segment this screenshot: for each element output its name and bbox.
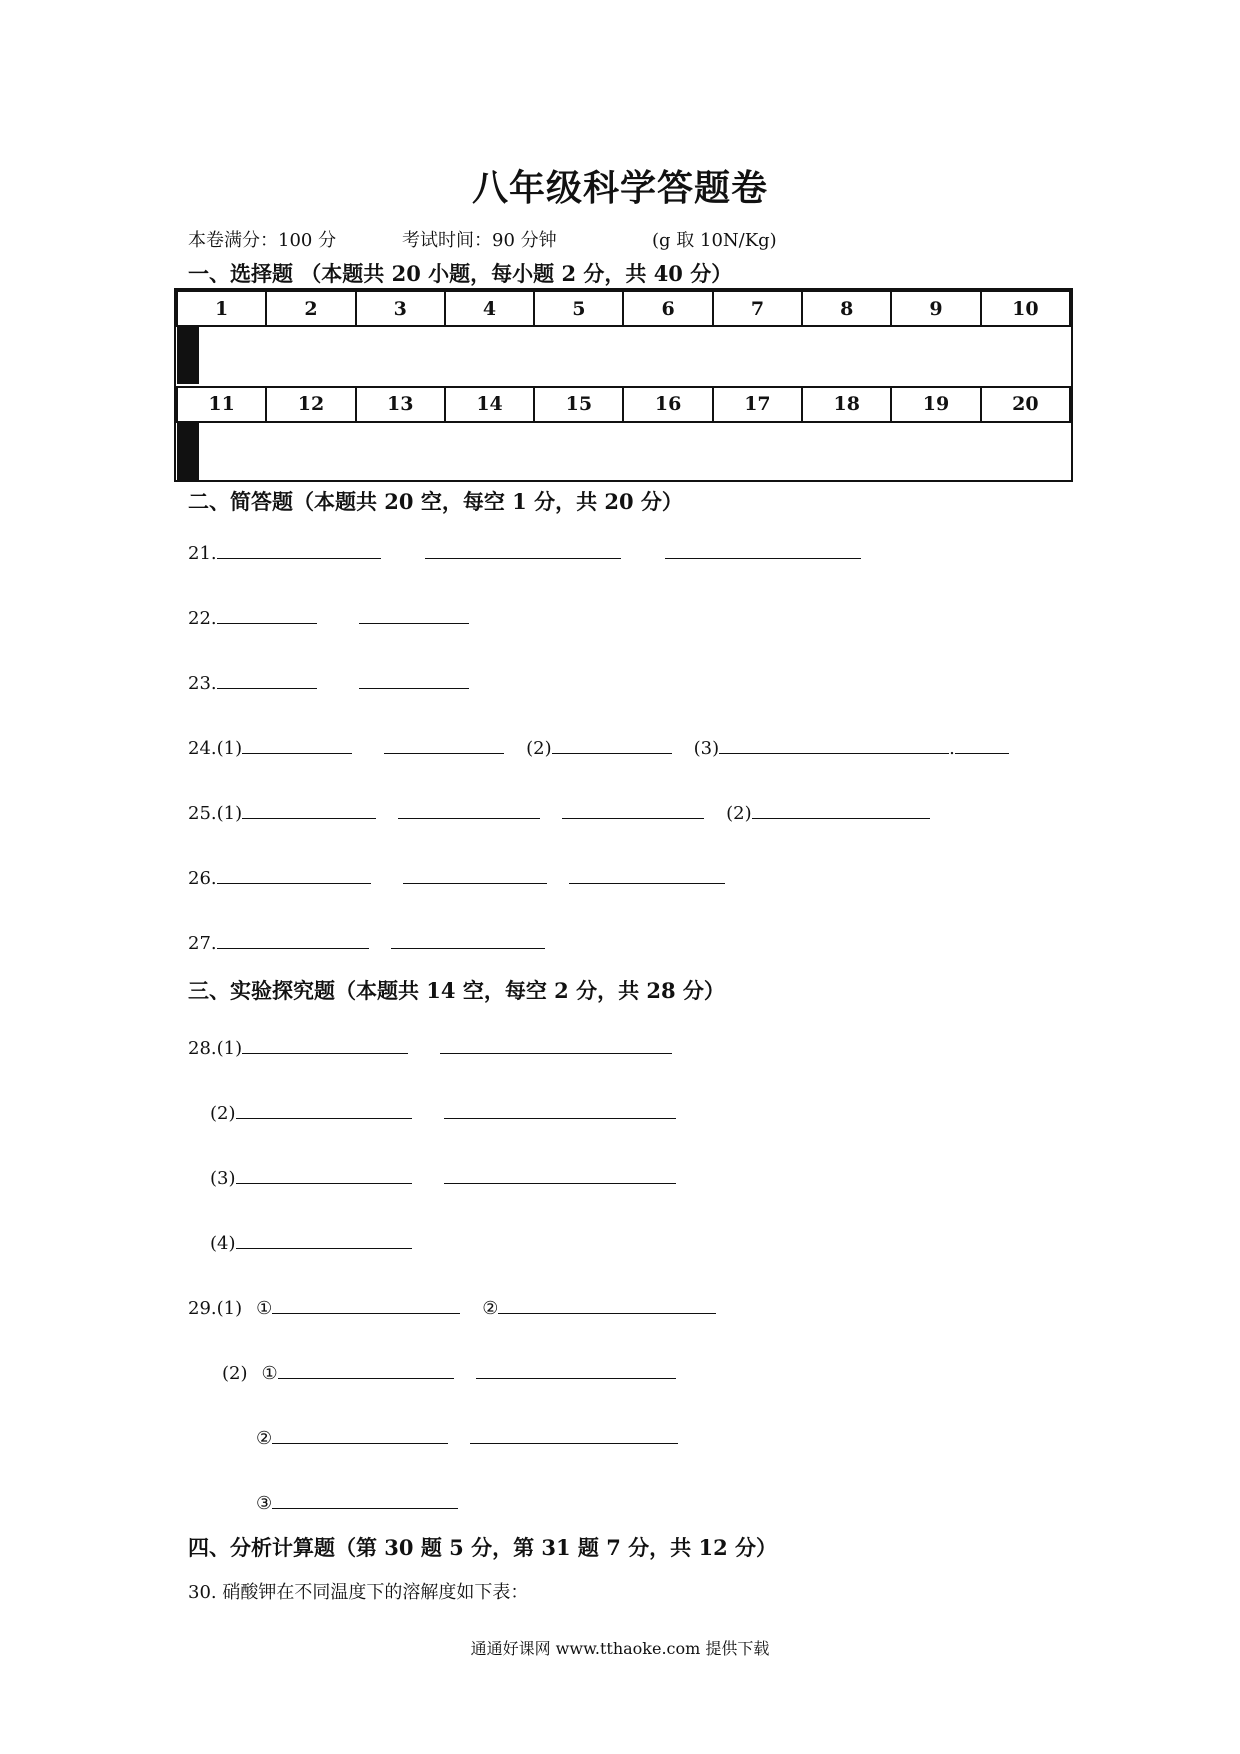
answer-blank[interactable] xyxy=(562,800,704,819)
answer-blank[interactable] xyxy=(359,670,469,689)
answer-blank[interactable] xyxy=(719,735,949,754)
q24-dot: . xyxy=(949,738,955,759)
question-number: 13 xyxy=(356,387,445,422)
q21-label: 21. xyxy=(188,543,217,564)
q27-row xyxy=(188,930,545,954)
answer-blank[interactable] xyxy=(665,540,861,559)
gravity-note: (g 取 10N/Kg) xyxy=(652,230,777,251)
circled-3: ③ xyxy=(256,1493,273,1514)
answer-blank[interactable] xyxy=(955,735,1009,754)
question-number: 11 xyxy=(177,387,266,422)
answer-blank[interactable] xyxy=(384,735,504,754)
answer-blank[interactable] xyxy=(440,1035,672,1054)
q23-label: 23. xyxy=(188,673,217,694)
question-number: 7 xyxy=(713,291,802,326)
answer-blank[interactable] xyxy=(498,1295,716,1314)
answer-blank[interactable] xyxy=(236,1230,412,1249)
answer-cell[interactable] xyxy=(196,328,198,383)
page-title: 八年级科学答题卷 xyxy=(471,168,768,209)
full-score: 本卷满分：100 分 xyxy=(188,230,337,251)
q29-label: 29.(1) xyxy=(188,1298,243,1319)
section-4-heading: 四、分析计算题（第 30 题 5 分，第 31 题 7 分，共 12 分） xyxy=(188,1535,778,1560)
q24-label: 24.(1) xyxy=(188,738,243,759)
q26-label: 26. xyxy=(188,868,217,889)
footer: 通通好课网 www.tthaoke.com 提供下载 xyxy=(470,1639,770,1658)
q28-label: 28.(1) xyxy=(188,1038,243,1059)
answer-cell[interactable] xyxy=(196,424,198,479)
answer-blank[interactable] xyxy=(425,540,621,559)
circled-2: ② xyxy=(256,1428,273,1449)
question-number: 16 xyxy=(623,387,712,422)
question-number: 12 xyxy=(266,387,355,422)
answer-blank[interactable] xyxy=(272,1490,458,1509)
answer-blank[interactable] xyxy=(236,1165,412,1184)
q28-part4-row xyxy=(210,1230,412,1254)
question-number: 8 xyxy=(802,291,891,326)
question-number: 14 xyxy=(445,387,534,422)
answer-blank[interactable] xyxy=(476,1360,676,1379)
answer-blank[interactable] xyxy=(444,1100,676,1119)
answer-blank[interactable] xyxy=(752,800,930,819)
q28-part2-label: (2) xyxy=(210,1103,236,1124)
question-number: 10 xyxy=(981,291,1070,326)
answer-blank[interactable] xyxy=(569,865,725,884)
answer-blank[interactable] xyxy=(217,930,369,949)
answer-blank[interactable] xyxy=(398,800,540,819)
q29-part2-row xyxy=(222,1360,676,1384)
q23-row xyxy=(188,670,469,694)
q29-part2b-row xyxy=(256,1425,678,1449)
choice-answer-grid xyxy=(176,290,1071,480)
question-number: 2 xyxy=(266,291,355,326)
answer-blank[interactable] xyxy=(391,930,545,949)
q28-row xyxy=(188,1035,672,1059)
answer-blank[interactable] xyxy=(242,1035,408,1054)
q29-row xyxy=(188,1295,716,1319)
answer-blank[interactable] xyxy=(236,1100,412,1119)
answer-blank[interactable] xyxy=(278,1360,454,1379)
exam-time: 考试时间：90 分钟 xyxy=(402,230,557,251)
answer-blank[interactable] xyxy=(217,670,317,689)
q29-part2-label: (2) xyxy=(222,1363,248,1384)
answer-blank[interactable] xyxy=(217,865,371,884)
answer-blank[interactable] xyxy=(242,800,376,819)
q29-part2c-row xyxy=(256,1490,458,1514)
answer-blank[interactable] xyxy=(242,735,352,754)
question-number: 3 xyxy=(356,291,445,326)
answer-blank[interactable] xyxy=(272,1295,460,1314)
q28-part3-label: (3) xyxy=(210,1168,236,1189)
q25-label: 25.(1) xyxy=(188,803,243,824)
answer-blank[interactable] xyxy=(552,735,672,754)
q24-part3-label: (3) xyxy=(693,738,720,759)
q28-part2-row xyxy=(210,1100,676,1124)
q25-row xyxy=(188,800,930,824)
question-number: 5 xyxy=(534,291,623,326)
answer-blank[interactable] xyxy=(444,1165,676,1184)
circled-1: ① xyxy=(256,1298,273,1319)
answer-blank[interactable] xyxy=(470,1425,678,1444)
answer-blank[interactable] xyxy=(359,605,469,624)
answer-blank[interactable] xyxy=(217,605,317,624)
q28-part4-label: (4) xyxy=(210,1233,236,1254)
question-number: 19 xyxy=(891,387,980,422)
answer-blank[interactable] xyxy=(403,865,547,884)
answer-blank[interactable] xyxy=(272,1425,448,1444)
q22-label: 22. xyxy=(188,608,217,629)
q27-label: 27. xyxy=(188,933,217,954)
circled-2: ② xyxy=(482,1298,499,1319)
question-number: 9 xyxy=(891,291,980,326)
q30-text: 30. 硝酸钾在不同温度下的溶解度如下表： xyxy=(188,1582,529,1603)
answer-blank[interactable] xyxy=(217,540,381,559)
q24-row xyxy=(188,735,1009,759)
section-2-heading: 二、简答题（本题共 20 空，每空 1 分，共 20 分） xyxy=(188,489,683,514)
q26-row xyxy=(188,865,725,889)
q25-part2-label: (2) xyxy=(726,803,752,824)
question-number: 17 xyxy=(713,387,802,422)
q22-row xyxy=(188,605,469,629)
q28-part3-row xyxy=(210,1165,676,1189)
question-number: 18 xyxy=(802,387,891,422)
question-number: 6 xyxy=(623,291,712,326)
question-number: 4 xyxy=(445,291,534,326)
question-number: 20 xyxy=(981,387,1070,422)
q24-part2-label: (2) xyxy=(526,738,552,759)
section-1-heading: 一、选择题 （本题共 20 小题，每小题 2 分，共 40 分） xyxy=(188,261,733,286)
question-number: 1 xyxy=(177,291,266,326)
circled-1: ① xyxy=(261,1363,278,1384)
question-number: 15 xyxy=(534,387,623,422)
section-3-heading: 三、实验探究题（本题共 14 空，每空 2 分，共 28 分） xyxy=(188,978,725,1003)
q21-row xyxy=(188,540,861,564)
